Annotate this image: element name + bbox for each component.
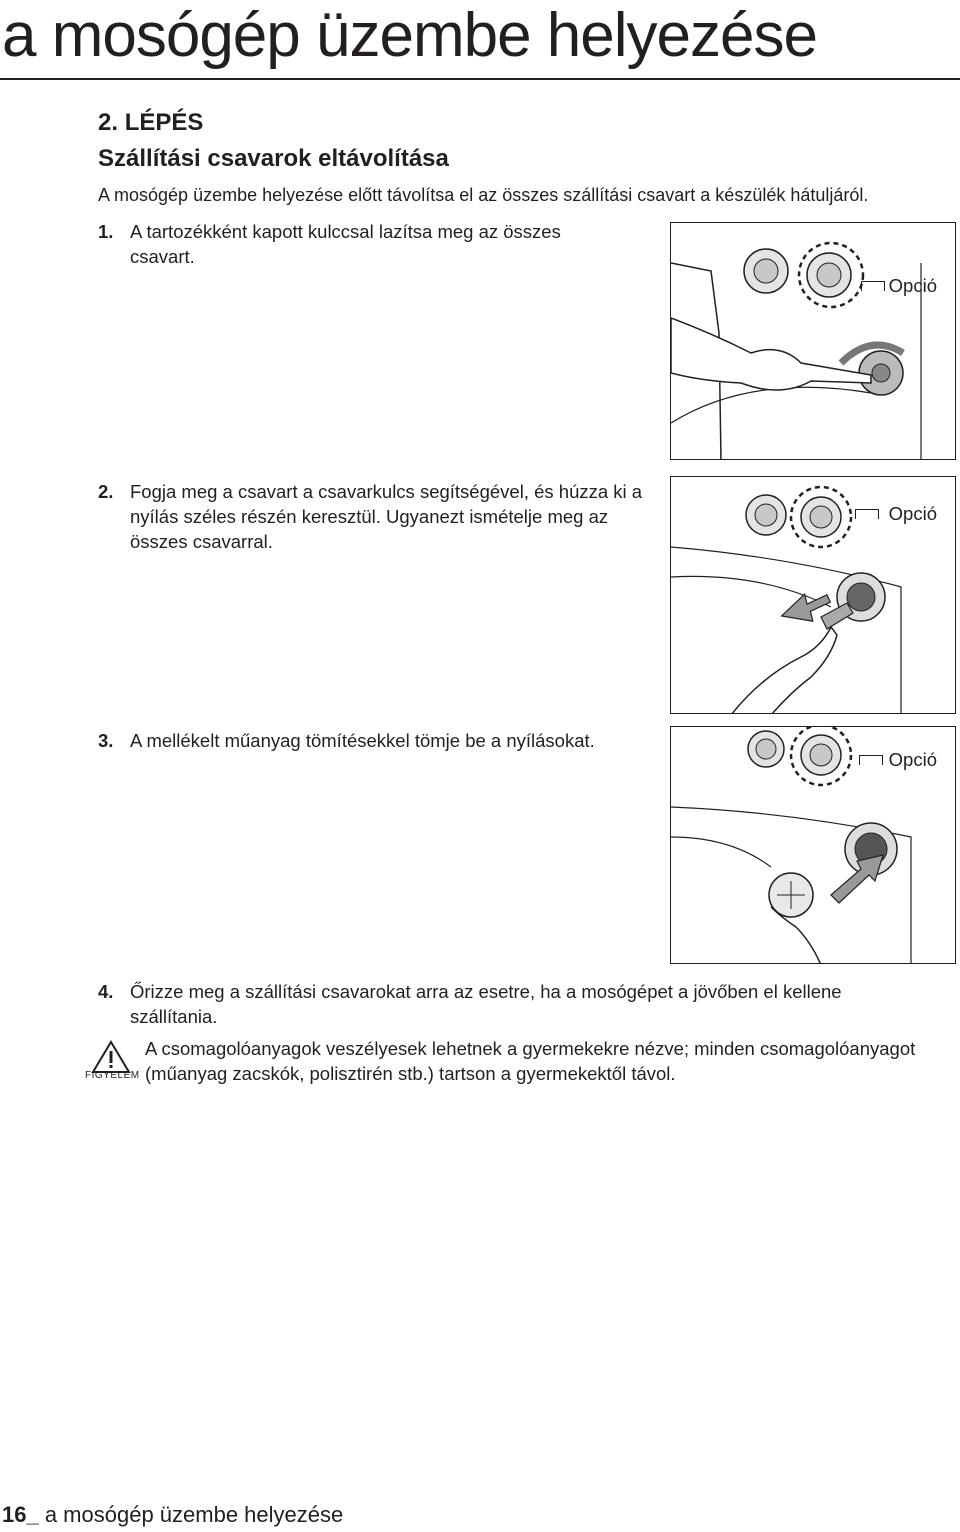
option-label: Opció <box>888 749 937 770</box>
option-marker <box>855 509 879 519</box>
instruction-number: 3. <box>98 730 114 751</box>
instruction-step-3 <box>98 728 658 753</box>
figure-loosen-bolts <box>670 222 956 460</box>
instruction-text: A tartozékként kapott kulccsal lazítsa meg az összes csavart. <box>130 221 561 267</box>
step-number: 2. <box>98 109 119 136</box>
page-number: 16_ <box>2 1502 39 1527</box>
page-footer <box>2 1500 343 1530</box>
footer-title: a mosógép üzembe helyezése <box>38 1502 344 1527</box>
page-title: a mosógép üzembe helyezése <box>2 1 817 70</box>
instruction-text: A mellékelt műanyag tömítésekkel tömje be a nyílásokat. <box>130 730 595 751</box>
instruction-number: 4. <box>98 981 114 1002</box>
step-heading <box>98 108 203 138</box>
instruction-step-4 <box>98 979 928 1029</box>
title-divider <box>0 78 960 80</box>
instruction-number: 1. <box>98 221 114 242</box>
figure-remove-bolts <box>670 476 956 714</box>
instruction-number: 2. <box>98 481 114 502</box>
option-label: Opció <box>888 275 937 296</box>
warning-label: FIGYELEM <box>85 1070 140 1081</box>
section-title: Szállítási csavarok eltávolítása <box>98 145 449 172</box>
step-label: LÉPÉS <box>124 109 204 136</box>
intro-paragraph: A mosógép üzembe helyezése előtt távolítsa el az összes szállítási csavart a készülék hátuljáról. <box>98 185 869 205</box>
warning-text: A csomagolóanyagok veszélyesek lehetnek a gyermekekre nézve; minden csomagolóanyagot (műanyag zacskók, polisztirén stb.) tartson a gyermekektől távol. <box>145 1038 916 1084</box>
option-label: Opció <box>888 503 937 524</box>
warning-box <box>83 1036 943 1096</box>
instruction-step-2 <box>98 479 658 554</box>
instruction-text: Fogja meg a csavart a csavarkulcs segítségével, és húzza ki a nyílás széles részén keresztül. Ugyanezt ismételje meg az összes csavarral. <box>130 481 643 552</box>
option-marker <box>861 281 885 291</box>
instruction-text: Őrizze meg a szállítási csavarokat arra az esetre, ha a mosógépet a jövőben el kellene szállítania. <box>130 981 842 1027</box>
figure-insert-caps <box>670 726 956 964</box>
wrench-illustration <box>671 223 956 460</box>
instruction-step-1 <box>98 219 618 269</box>
option-marker <box>859 755 883 765</box>
